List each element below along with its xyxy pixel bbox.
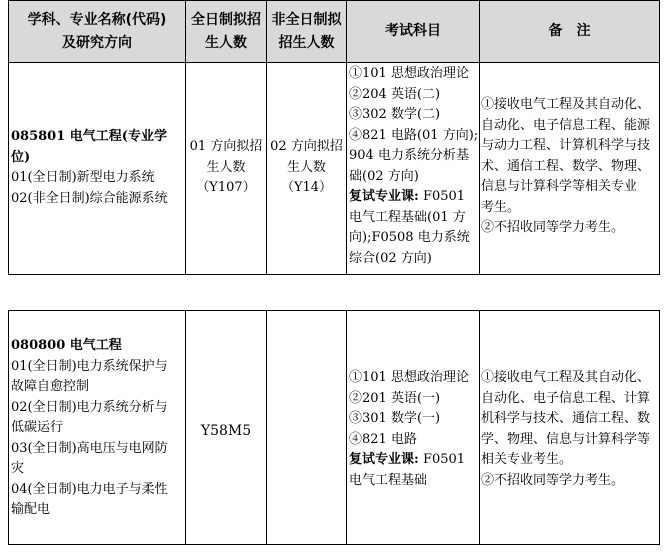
- quota-line: （Y14）: [280, 180, 333, 195]
- retest-course: 电气工程基础: [349, 472, 428, 488]
- retest-course: F0501: [418, 452, 466, 467]
- header-major-line1: 学科、专业名称(代码): [27, 11, 167, 28]
- row2-parttime-cell: [267, 311, 346, 544]
- retest-label: 复试专业课:: [349, 189, 419, 204]
- header-fulltime-line2: 生人数: [205, 34, 247, 51]
- note-line: 相关专业考生。: [481, 452, 573, 467]
- quota-line: 生人数: [286, 159, 326, 175]
- direction-item: 02(非全日制)综合能源系统: [11, 190, 168, 206]
- header-major-line2: 及研究方向: [61, 34, 132, 51]
- header-notes: [480, 1, 659, 62]
- row1-fulltime-cell: [186, 137, 266, 199]
- exam-item: ①101 思想政治理论: [349, 370, 469, 385]
- header-parttime: [267, 1, 346, 62]
- direction-item: 故障自愈控制: [11, 379, 90, 394]
- note-line: 信息与计算科学等相关专业: [481, 179, 638, 194]
- header-parttime-line2: 招生人数: [278, 34, 335, 51]
- note-line: 自动化、电子信息工程、计算: [481, 390, 651, 406]
- exam-item: 904 电力系统分析基: [349, 148, 469, 163]
- header-fulltime-line1: 全日制拟招: [191, 11, 261, 28]
- row2-notes-cell: [481, 368, 659, 491]
- retest-course: 向);F0508 电力系统: [349, 230, 470, 245]
- note-line: 学、物理、信息与计算科学等: [481, 431, 651, 447]
- quota-line: Y58M5: [200, 423, 252, 439]
- row2-major-cell: [11, 336, 185, 521]
- note-line: ②不招收同等学力考生。: [481, 220, 625, 235]
- major-name: 080800 电气工程: [11, 338, 122, 353]
- retest-course: 综合(02 方向): [349, 250, 432, 266]
- table-bottom-border: [8, 544, 660, 545]
- header-exams-label: 考试科目: [385, 23, 441, 39]
- exam-item: ④821 电路(01 方向);: [349, 127, 479, 143]
- col-border: [659, 310, 660, 545]
- exam-item: ③301 数学(一): [349, 411, 441, 426]
- quota-line: （Y107）: [196, 180, 256, 195]
- direction-item: 灾: [11, 461, 25, 476]
- exam-item: 础(02 方向): [349, 168, 419, 184]
- col-border: [346, 310, 347, 545]
- exam-item: ③302 数学(二): [349, 107, 441, 122]
- exam-item: ②201 英语(一): [349, 390, 441, 406]
- direction-item: 01(全日制)新型电力系统: [11, 170, 155, 185]
- header-parttime-line1: 非全日制拟: [271, 11, 342, 28]
- quota-line: 02 方向拟招: [270, 139, 343, 154]
- direction-item: 01(全日制)电力系统保护与: [11, 358, 168, 374]
- retest-course: 电气工程基础(01 方: [349, 209, 466, 225]
- note-line: ①接收电气工程及其自动化、: [481, 97, 651, 112]
- row2-fulltime-cell: [186, 421, 266, 441]
- col-border: [479, 310, 480, 545]
- col-border: [659, 0, 660, 275]
- major-name: 085801 电气工程(专业学位): [11, 129, 167, 165]
- direction-item: 03(全日制)高电压与电网防: [11, 440, 168, 456]
- row2-exams-cell: [349, 368, 479, 491]
- direction-item: 输配电: [11, 502, 51, 517]
- direction-item: 04(全日制)电力电子与柔性: [11, 481, 168, 497]
- exam-item: ④821 电路: [349, 431, 417, 447]
- quota-line: 01 方向拟招: [189, 139, 263, 154]
- row1-parttime-cell: [267, 137, 346, 199]
- header-bottom-border: [8, 62, 660, 63]
- note-line: 机科学与技术、通信工程、数: [481, 411, 651, 426]
- row1-major-cell: [11, 127, 185, 209]
- header-major: [9, 1, 185, 62]
- exam-item: ①101 思想政治理论: [349, 66, 469, 81]
- note-line: 考生。: [481, 199, 521, 215]
- row1-exams-cell: [349, 64, 479, 269]
- note-line: 与动力工程、计算机科学与技: [481, 138, 651, 153]
- header-notes-label: 备 注: [548, 23, 591, 39]
- direction-item: 低碳运行: [11, 420, 64, 435]
- quota-line: 生人数: [206, 159, 246, 175]
- note-line: ①接收电气工程及其自动化、: [481, 370, 651, 385]
- header-exams: [347, 1, 479, 62]
- exam-item: ②204 英语(二): [349, 86, 441, 102]
- retest-label: 复试专业课:: [349, 452, 419, 467]
- direction-item: 02(全日制)电力系统分析与: [11, 399, 168, 415]
- row1-notes-cell: [481, 95, 659, 239]
- retest-course: F0501: [418, 189, 466, 204]
- header-fulltime: [186, 1, 266, 62]
- note-line: ②不招收同等学力考生。: [481, 472, 625, 488]
- note-line: 自动化、电子信息工程、能源: [481, 117, 651, 133]
- col-border: [8, 310, 9, 545]
- row1-bottom-border: [8, 274, 660, 275]
- note-line: 术、通信工程、数学、物理、: [481, 158, 651, 174]
